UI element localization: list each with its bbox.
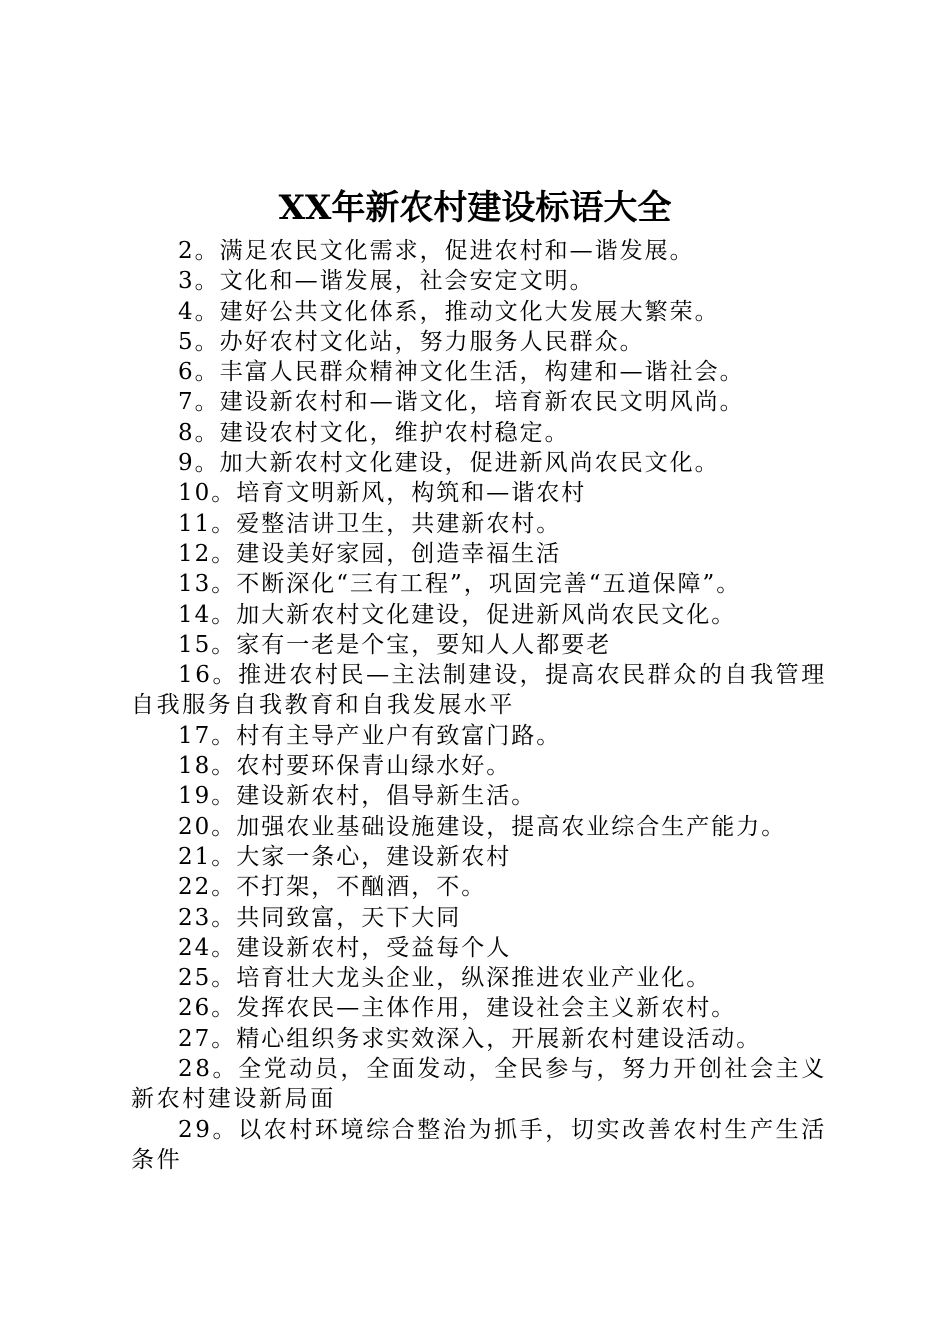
list-item: 4。建好公共文化体系，推动文化大发展大繁荣。 [178,298,720,325]
list-item: 26。发挥农民—主体作用，建设社会主义新农村。 [178,995,737,1022]
list-item: 5。办好农村文化站，努力服务人民群众。 [178,328,645,355]
list-item: 2。满足农民文化需求，促进农村和—谐发展。 [178,238,695,264]
list-item: 3。文化和—谐发展，社会安定文明。 [178,268,595,295]
list-item: 20。加强农业基础设施建设，提高农业综合生产能力。 [178,813,787,840]
list-item: 11。爱整洁讲卫生，共建新农村。 [178,510,562,537]
list-item: 13。不断深化“三有工程”，巩固完善“五道保障”。 [178,571,742,598]
list-item: 18。农村要环保青山绿水好。 [178,753,512,780]
list-item: 17。村有主导产业户有致富门路。 [178,722,562,749]
list-item: 16。推进农村民—主法制建设，提高农民群众的自我管理自我服务自我教育和自我发展水平 [131,662,827,719]
list-item: 19。建设新农村，倡导新生活。 [178,783,537,810]
list-item: 7。建设新农村和—谐文化，培育新农民文明风尚。 [178,389,745,416]
document-title: XX年新农村建设标语大全 [278,188,672,228]
list-item: 25。培育壮大龙头企业，纵深推进农业产业化。 [178,965,712,992]
list-item: 6。丰富人民群众精神文化生活，构建和—谐社会。 [178,359,745,386]
list-item: 8。建设农村文化，维护农村稳定。 [178,419,570,446]
slogan-list [131,236,831,1175]
list-item: 10。培育文明新风，构筑和—谐农村 [178,480,587,507]
list-item: 15。家有一老是个宝，要知人人都要老 [178,631,612,658]
list-item: 29。以农村环境综合整治为抓手，切实改善农村生产生活条件 [131,1116,827,1173]
list-item: 27。精心组织务求实效深入，开展新农村建设活动。 [178,1025,762,1052]
list-item: 24。建设新农村，受益每个人 [178,934,512,961]
list-item: 14。加大新农村文化建设，促进新风尚农民文化。 [178,601,737,628]
list-item: 22。不打架，不酗酒，不。 [178,874,487,901]
list-item: 12。建设美好家园，创造幸福生活 [178,540,562,567]
list-item: 9。加大新农村文化建设，促进新风尚农民文化。 [178,450,720,477]
list-item: 28。全党动员，全面发动，全民参与，努力开创社会主义新农村建设新局面 [131,1056,827,1113]
list-item: 21。大家一条心，建设新农村 [178,843,512,870]
list-item: 23。共同致富，天下大同 [178,904,462,931]
